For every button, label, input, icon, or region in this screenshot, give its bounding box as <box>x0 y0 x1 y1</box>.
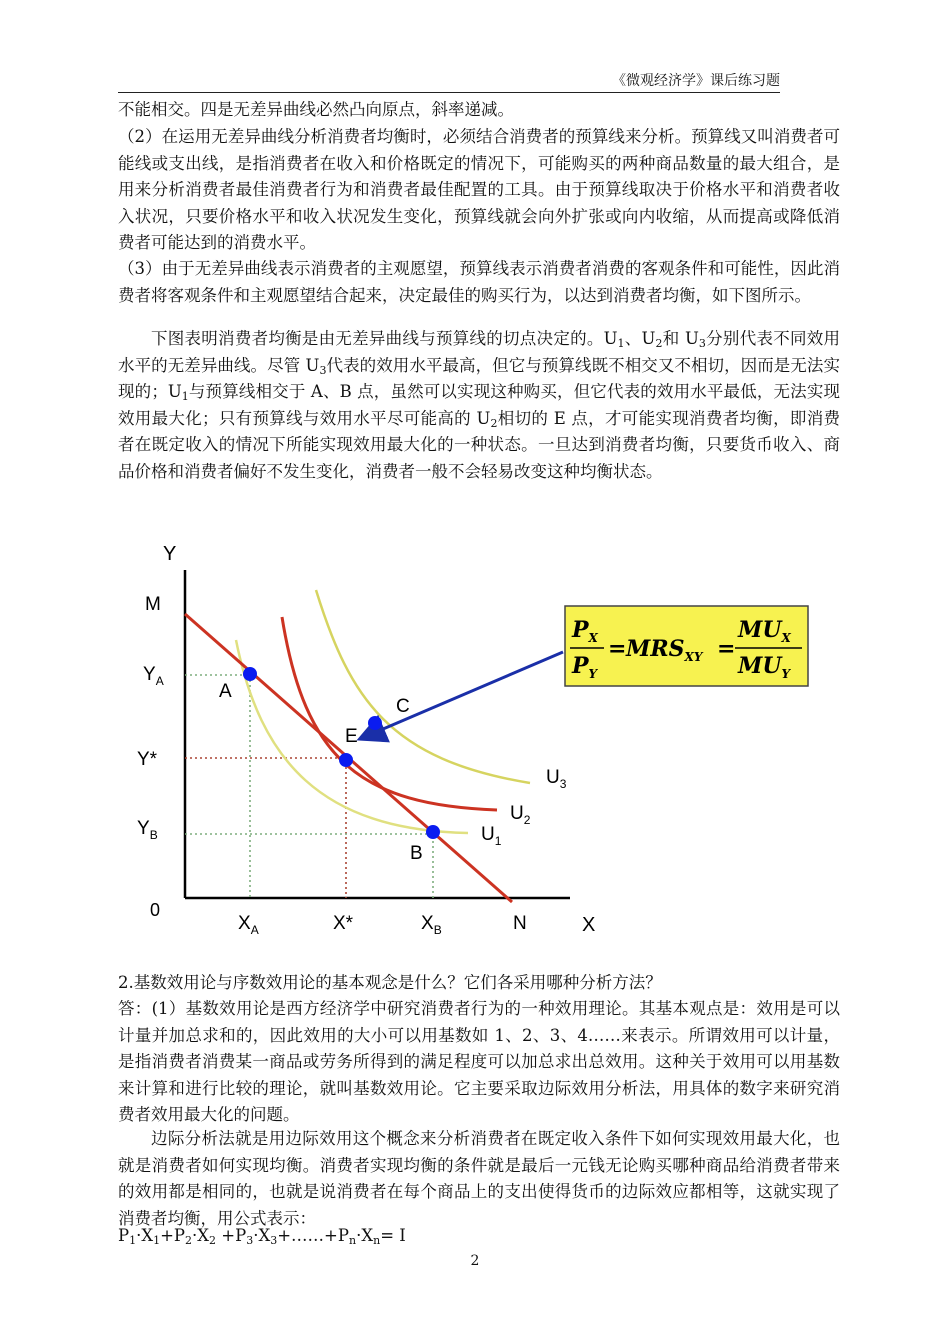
running-header: 《微观经济学》课后练习题 <box>612 73 780 89</box>
paragraph-chart-explanation: 下图表明消费者均衡是由无差异曲线与预算线的切点决定的。$U_1$、$U_2$和 $U_3$分别代表不同效用水平的无差异曲线。尽管 $U_3$代表的效用水平最高，但它与预算线既不相交又不相切，因而是无法实现的；$U_1$与预算线相交于 A、B 点，虽然可以实现这种购买，但它代表的效用水平最低，无法实现效用最大化；只有预算线与效用水平尽可能高的 $U_2$相切的 E 点，才可能实现消费者均衡，即消费者在既定收入的情况下所能实现效用最大化的一种状态。一旦达到消费者均衡，只要货币收入、商品价格和消费者偏好不发生变化，消费者一般不会轻易改变这种均衡状态。 <box>118 329 841 481</box>
x-axis-label: X <box>582 914 596 936</box>
point-c-label: C <box>396 696 410 717</box>
tick-label-m: M <box>145 594 161 615</box>
point-b-label: B <box>410 843 423 864</box>
tangency-arrow <box>362 652 563 738</box>
answer-paragraph-2: 边际分析法就是用边际效用这个概念来分析消费者在既定收入条件下如何实现效用最大化，也就是消费者如何实现均衡。消费者实现均衡的条件就是最后一元钱无论购买哪种商品给消费者带来的效用都是相同的，也就是说消费者在每个商品上的支出使得货币的边际效应都相等，这就实现了消费者均衡，用公式表示： <box>118 1129 840 1228</box>
tick-label-yb: $Y_B$ <box>137 818 158 842</box>
tick-label-n: N <box>513 913 527 934</box>
consumer-equilibrium-chart <box>0 530 950 950</box>
budget-formula: $P_1\cdot X_1+P_2\cdot X_2$ $+P_3\cdot X_3+\dots\dots+P_n\cdot X_n= I$ <box>118 1226 406 1247</box>
svg-text:PY: $P_Y$ <box>572 653 598 681</box>
curve-label-u3: $U_3$ <box>546 767 567 791</box>
answer-paragraph-1: 答：(1）基数效用论是西方经济学中研究消费者行为的一种效用理论。其基本观点是：效用是可以计量并加总求和的，因此效用的大小可以用基数如 1、2、3、4……来表示。所谓效用可以计量，是指消费者消费某一商品或劳务所得到的满足程度可以加总求出总效用。这种关于效用可以用基数来计算和进行比较的理论，就叫基数效用论。它主要采取边际效用分析法，用具体的数字来研究消费者效用最大化的问题。 <box>118 999 840 1124</box>
tick-label-xa: $X_A$ <box>238 913 259 937</box>
svg-text:MRSXY: $MRS_{XY}$ <box>626 636 703 664</box>
curve-label-u2: $U_2$ <box>510 803 531 827</box>
paragraph-budget-line: （2）在运用无差异曲线分析消费者均衡时，必须结合消费者的预算线来分析。预算线又叫消费者可能线或支出线，是指消费者在收入和价格既定的情况下，可能购买的两种商品数量的最大组合，是用来分析消费者最佳消费者行为和消费者最佳配置的工具。由于预算线取决于价格水平和消费者收入状况，只要价格水平和收入状况发生变化，预算线就会向外扩张或向内收缩，从而提高或降低消费者可能达到的消费水平。 <box>118 127 840 252</box>
tick-label-ystar: Y* <box>137 749 158 770</box>
guide-a <box>185 675 250 898</box>
paragraph-line: 不能相交。四是无差异曲线必然凸向原点，斜率递减。 <box>118 100 514 119</box>
tick-label-xb: $X_B$ <box>421 913 442 937</box>
point-c <box>368 716 382 730</box>
tick-label-ya: $Y_A$ <box>143 664 164 688</box>
origin-label: 0 <box>150 900 161 920</box>
svg-text:=: = <box>608 636 627 662</box>
point-e <box>339 753 353 767</box>
point-b <box>426 825 440 839</box>
svg-text:=: = <box>717 636 736 662</box>
svg-text:MUX: $MU_X$ <box>738 617 791 645</box>
curve-label-u1: $U_1$ <box>481 824 502 848</box>
svg-text:MUY: $MU_Y$ <box>738 653 791 681</box>
point-e-label: E <box>345 726 358 747</box>
point-a <box>243 667 257 681</box>
page-number: 2 <box>470 1253 480 1269</box>
tick-label-xstar: X* <box>333 913 354 934</box>
paragraph-equilibrium: （3）由于无差异曲线表示消费者的主观愿望，预算线表示消费者消费的客观条件和可能性，因此消费者将客观条件和主观愿望结合起来，决定最佳的购买行为，以达到消费者均衡，如下图所示。 <box>118 259 840 305</box>
guide-b <box>185 834 433 898</box>
y-axis-label: Y <box>163 543 177 565</box>
indifference-curve-u2 <box>282 617 497 810</box>
header-rule <box>118 92 780 93</box>
question-heading: 2.基数效用论与序数效用论的基本观念是什么？它们各采用哪种分析方法？ <box>118 973 662 992</box>
svg-text:PX: $P_X$ <box>572 617 598 645</box>
point-a-label: A <box>219 681 232 702</box>
guide-e <box>185 758 346 898</box>
